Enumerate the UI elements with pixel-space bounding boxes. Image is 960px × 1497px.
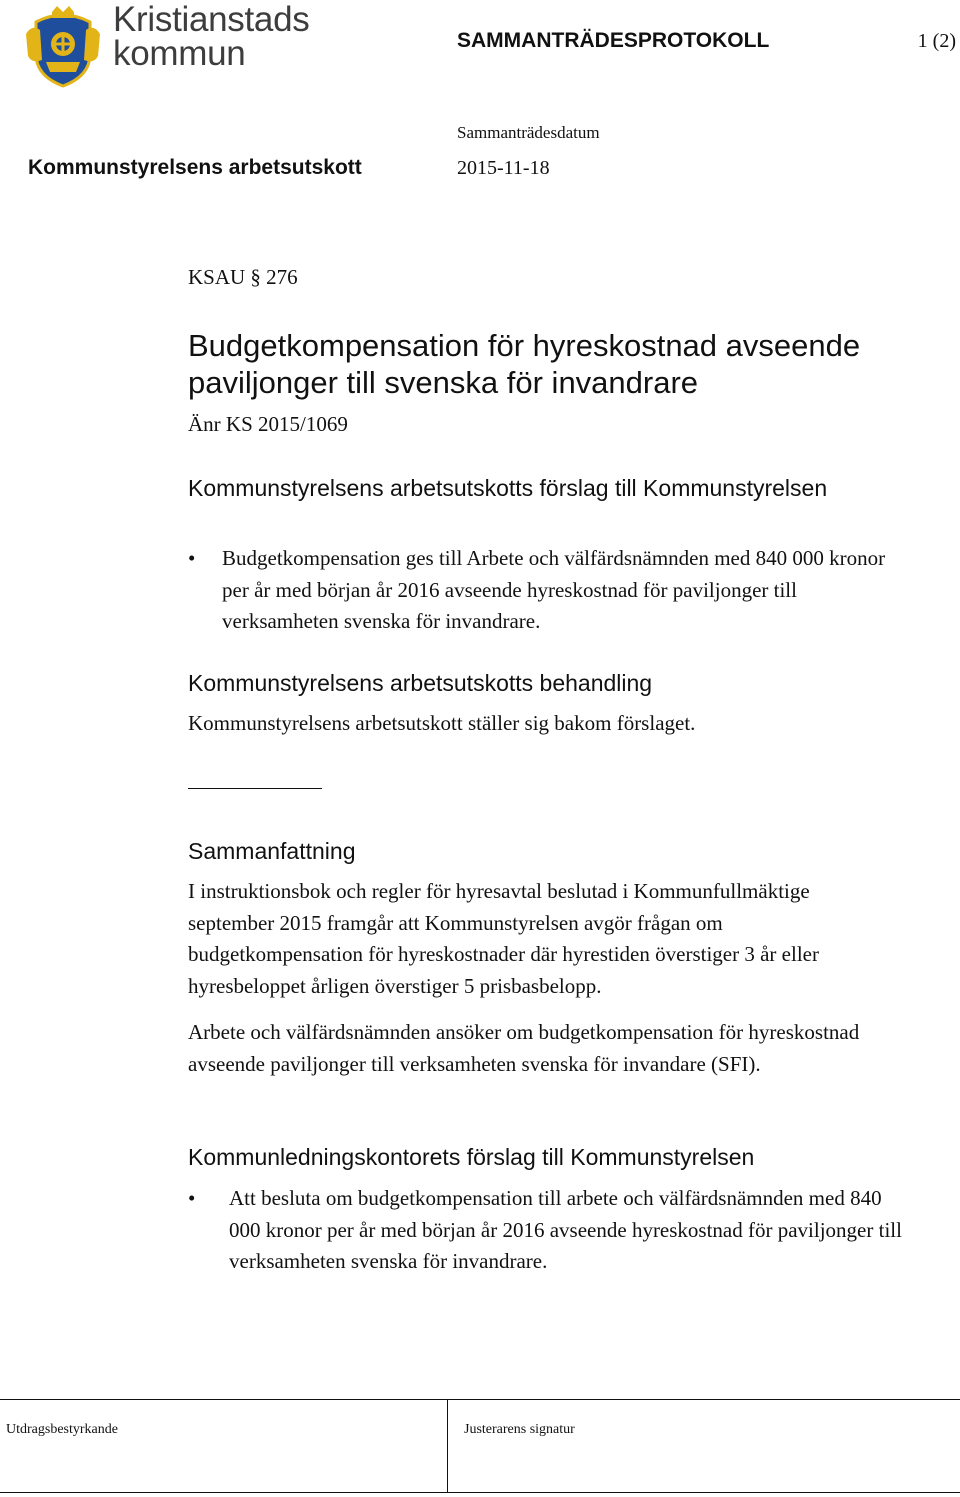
summary-heading: Sammanfattning — [188, 838, 356, 864]
office-proposal-heading: Kommunledningskontorets förslag till Kommunstyrelsen — [188, 1144, 755, 1170]
footer-divider — [447, 1400, 448, 1492]
footer-certification-label: Utdragsbestyrkande — [6, 1422, 118, 1437]
treatment-heading: Kommunstyrelsens arbetsutskotts behandling — [188, 670, 653, 696]
coat-of-arms-icon — [24, 4, 102, 88]
footer-border-top — [0, 1399, 960, 1400]
proposal-item: Budgetkompensation ges till Arbete och välfärdsnämnden med 840 000 kronor per år med början år 2016 avseende hyreskostnad för paviljonger till verksamheten svenska för invandrare. — [222, 546, 886, 633]
footer-signature-label: Justerarens signatur — [464, 1422, 575, 1437]
meeting-date-label: Sammanträdesdatum — [457, 123, 600, 142]
page-number: 1 (2) — [917, 30, 956, 52]
proposal-heading: Kommunstyrelsens arbetsutskotts förslag till Kommunstyrelsen — [188, 475, 828, 501]
page-title: Budgetkompensation för hyreskostnad avseende paviljonger till svenska för invandrare — [188, 328, 861, 400]
document-type: SAMMANTRÄDESPROTOKOLL — [457, 29, 770, 52]
summary-paragraph: Arbete och välfärdsnämnden ansöker om budgetkompensation för hyreskostnad avseende paviljonger till verksamheten svenska för invandare (SFI). — [188, 1020, 860, 1076]
footer-border-bottom — [0, 1492, 960, 1493]
summary-paragraph: I instruktionsbok och regler för hyresavtal beslutad i Kommunfullmäktige september 2015 framgår att Kommunstyrelsen avgör frågan om budgetkompensation för hyreskostnader där hyrestiden överstiger 3 år eller hyresbeloppet årligen överstiger 5 prisbasbelopp. — [188, 879, 819, 998]
committee-name: Kommunstyrelsens arbetsutskott — [28, 156, 362, 179]
treatment-text: Kommunstyrelsens arbetsutskott ställer sig bakom förslaget. — [188, 711, 696, 735]
logo-wordmark-line1: Kristianstads — [113, 0, 310, 39]
bullet-icon: • — [188, 546, 196, 570]
section-reference: KSAU § 276 — [188, 265, 298, 289]
case-number: Änr KS 2015/1069 — [188, 412, 348, 436]
office-proposal-item: Att besluta om budgetkompensation till arbete och välfärdsnämnden med 840 000 kronor per år med början år 2016 avseende hyreskostnad för paviljonger till verksamheten svenska för invandrare. — [229, 1186, 902, 1273]
meeting-date: 2015-11-18 — [457, 157, 550, 179]
bullet-icon: • — [188, 1186, 196, 1210]
section-separator — [188, 788, 322, 789]
logo-wordmark-line2: kommun — [113, 34, 246, 73]
